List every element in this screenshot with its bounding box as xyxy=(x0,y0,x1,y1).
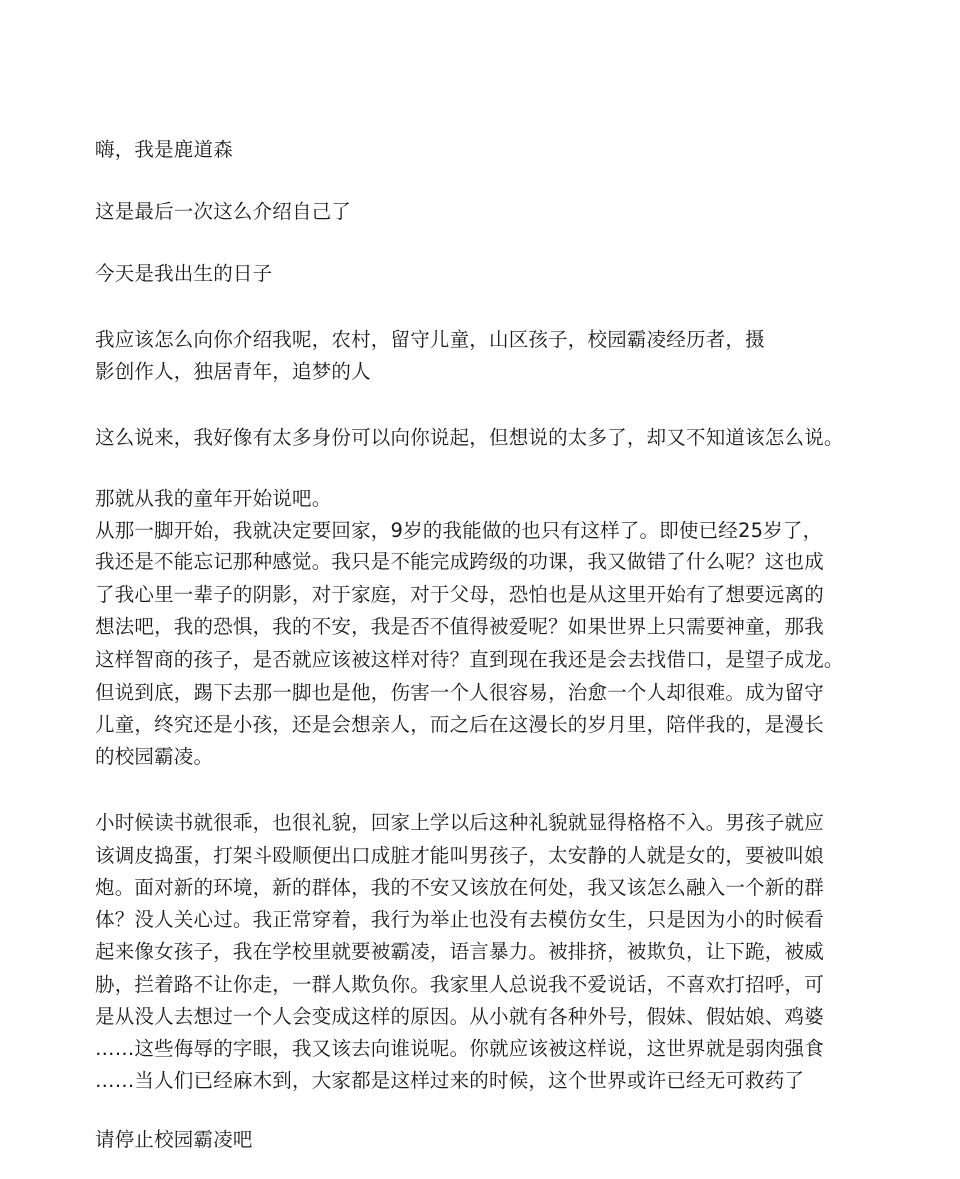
greeting-line: 嗨，我是鹿道森 xyxy=(95,138,233,161)
paragraph-identity-line-2: 影创作人，独居青年，追梦的人 xyxy=(95,360,371,383)
paragraph-childhood-line-2: 从那一脚开始，我就决定要回家，9岁的我能做的也只有这样了。即使已经25岁了， xyxy=(95,519,823,542)
paragraph-school-line-4: 体？没人关心过。我正常穿着，我行为举止也没有去模仿女生，只是因为小的时候看 xyxy=(95,908,824,931)
paragraph-childhood-line-1: 那就从我的童年开始说吧。 xyxy=(95,487,332,510)
paragraph-school-line-2: 该调皮捣蛋，打架斗殴顺便出口成脏才能叫男孩子，太安静的人就是女的，要被叫娘 xyxy=(95,844,824,867)
paragraph-childhood-line-4: 了我心里一辈子的阴影，对于家庭，对于父母，恐怕也是从这里开始有了想要远离的 xyxy=(95,583,824,606)
paragraph-childhood-line-3: 我还是不能忘记那种感觉。我只是不能完成跨级的功课，我又做错了什么呢？这也成 xyxy=(95,550,824,573)
paragraph-school-line-1: 小时候读书就很乖，也很礼貌，回家上学以后这种礼貌就显得格格不入。男孩子就应 xyxy=(95,811,824,834)
document-page xyxy=(95,0,895,1179)
birthday-line: 今天是我出生的日子 xyxy=(95,262,273,285)
paragraph-childhood-line-7: 但说到底，踢下去那一脚也是他，伤害一个人很容易，治愈一个人却很难。成为留守 xyxy=(95,681,824,704)
paragraph-childhood-line-6: 这样智商的孩子，是否就应该被这样对待？直到现在我还是会去找借口，是望子成龙。 xyxy=(95,648,844,671)
paragraph-school-line-6: 胁，拦着路不让你走，一群人欺负你。我家里人总说我不爱说话，不喜欢打招呼，可 xyxy=(95,973,824,996)
paragraph-school-line-8: ……这些侮辱的字眼，我又该去向谁说呢。你就应该被这样说，这世界就是弱肉强食 xyxy=(95,1037,824,1060)
paragraph-school-line-3: 炮。面对新的环境，新的群体，我的不安又该放在何处，我又该怎么融入一个新的群 xyxy=(95,876,824,899)
paragraph-identities-line: 这么说来，我好像有太多身份可以向你说起，但想说的太多了，却又不知道该怎么说。 xyxy=(95,426,844,449)
closing-line: 请停止校园霸凌吧 xyxy=(95,1128,253,1151)
paragraph-school-line-7: 是从没人去想过一个人会变成这样的原因。从小就有各种外号，假妹、假姑娘、鸡婆 xyxy=(95,1005,824,1028)
paragraph-identity-line-1: 我应该怎么向你介绍我呢，农村，留守儿童，山区孩子，校园霸凌经历者，摄 xyxy=(95,328,765,351)
intro-line: 这是最后一次这么介绍自己了 xyxy=(95,200,352,223)
paragraph-school-line-5: 起来像女孩子，我在学校里就要被霸凌，语言暴力。被排挤，被欺负，让下跪，被威 xyxy=(95,940,824,963)
paragraph-school-line-9: ……当人们已经麻木到，大家都是这样过来的时候，这个世界或许已经无可救药了 xyxy=(95,1069,805,1092)
paragraph-childhood-line-5: 想法吧，我的恐惧，我的不安，我是否不值得被爱呢？如果世界上只需要神童，那我 xyxy=(95,615,824,638)
paragraph-childhood-line-9: 的校园霸凌。 xyxy=(95,745,214,768)
paragraph-childhood-line-8: 儿童，终究还是小孩，还是会想亲人，而之后在这漫长的岁月里，陪伴我的，是漫长 xyxy=(95,713,824,736)
